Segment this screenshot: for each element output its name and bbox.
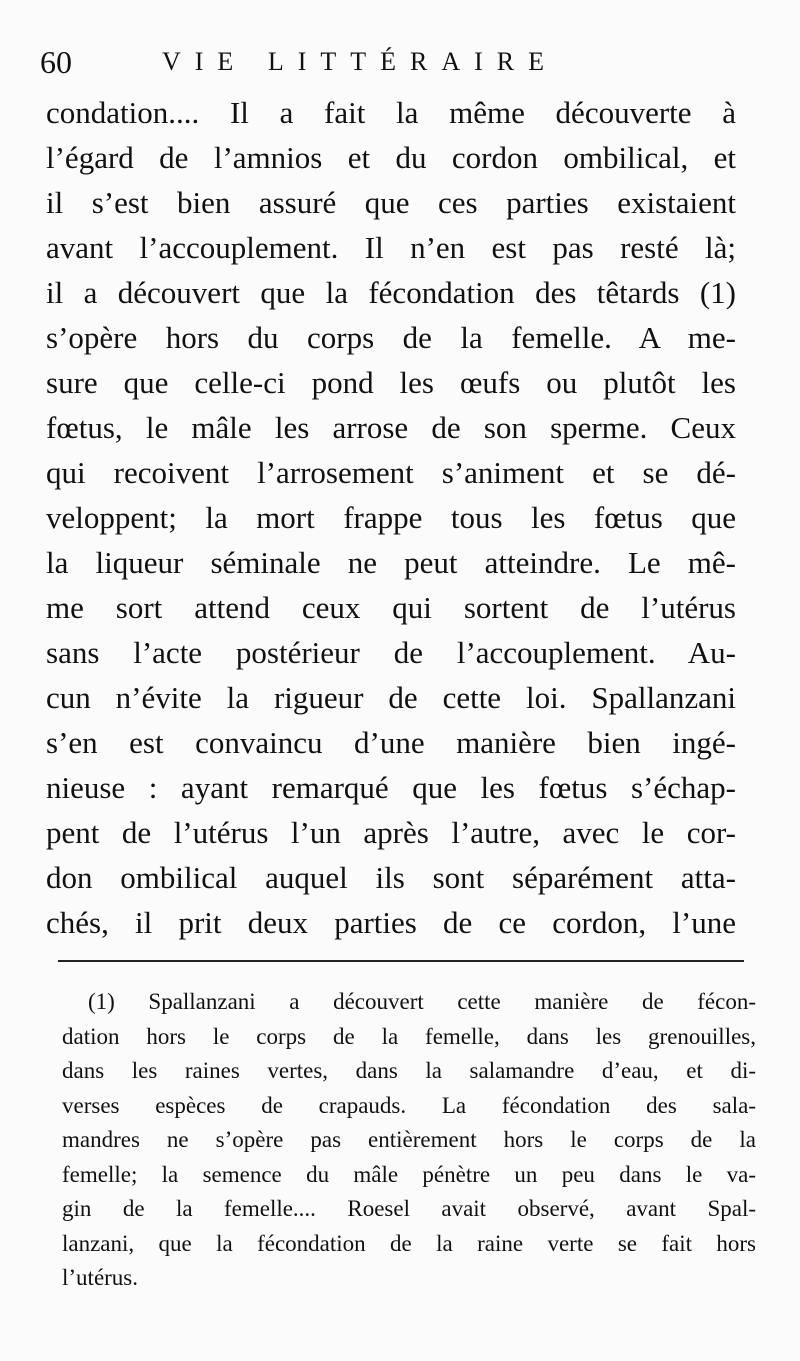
footnote-line: femelle; la semence du mâle pénètre un peu dans le va- <box>62 1161 756 1187</box>
footnote-line: l’utérus. <box>62 1265 139 1290</box>
text-line: sure que celle-ci pond les œufs ou plutôt les <box>46 365 736 400</box>
running-title: VIE LITTÉRAIRE <box>162 47 559 76</box>
body-text <box>46 90 736 945</box>
footnote-line: dans les raines vertes, dans la salamandre d’eau, et di- <box>62 1058 756 1083</box>
text-line: nieuse : ayant remarqué que les fœtus s’échap- <box>46 770 736 805</box>
text-line: la liqueur séminale ne peut atteindre. Le mê- <box>46 545 736 580</box>
text-line: pent de l’utérus l’un après l’autre, avec le cor- <box>46 815 736 850</box>
text-line: avant l’accouplement. Il n’en est pas resté là; <box>46 230 736 265</box>
footnote-line: gin de la femelle.... Roesel avait observé, avant Spal- <box>62 1196 756 1221</box>
text-line: chés, il prit deux parties de ce cordon, l’une <box>46 905 736 940</box>
footnote-divider <box>58 960 744 962</box>
text-line: l’égard de l’amnios et du cordon ombilical, et <box>46 140 736 175</box>
footnote-line: verses espèces de crapauds. La fécondation des sala- <box>62 1092 756 1118</box>
text-line: don ombilical auquel ils sont séparément atta- <box>46 860 736 895</box>
footnote-line: dation hors le corps de la femelle, dans les grenouilles, <box>62 1023 756 1049</box>
text-line: sans l’acte postérieur de l’accouplement. Au- <box>46 635 736 670</box>
footnote <box>62 985 756 1296</box>
text-line: s’en est convaincu d’une manière bien ingé- <box>46 725 736 760</box>
text-line: qui recoivent l’arrosement s’animent et se dé- <box>46 455 736 490</box>
text-line: condation.... Il a fait la même découverte à <box>46 95 736 130</box>
text-line: fœtus, le mâle les arrose de son sperme. Ceux <box>46 410 736 445</box>
page-number: 60 <box>40 44 72 80</box>
footnote-line: (1) Spallanzani a découvert cette manière de fécon- <box>88 989 756 1014</box>
running-head <box>40 42 760 82</box>
text-line: me sort attend ceux qui sortent de l’utérus <box>46 590 736 625</box>
footnote-line: lanzani, que la fécondation de la raine verte se fait hors <box>62 1230 756 1256</box>
text-line: s’opère hors du corps de la femelle. A me- <box>46 320 736 355</box>
text-line: il s’est bien assuré que ces parties existaient <box>46 185 736 220</box>
text-line: veloppent; la mort frappe tous les fœtus que <box>46 500 736 535</box>
text-line: cun n’évite la rigueur de cette loi. Spallanzani <box>46 680 736 715</box>
text-line: il a découvert que la fécondation des têtards (1) <box>46 275 736 310</box>
footnote-line: mandres ne s’opère pas entièrement hors le corps de la <box>62 1127 756 1152</box>
